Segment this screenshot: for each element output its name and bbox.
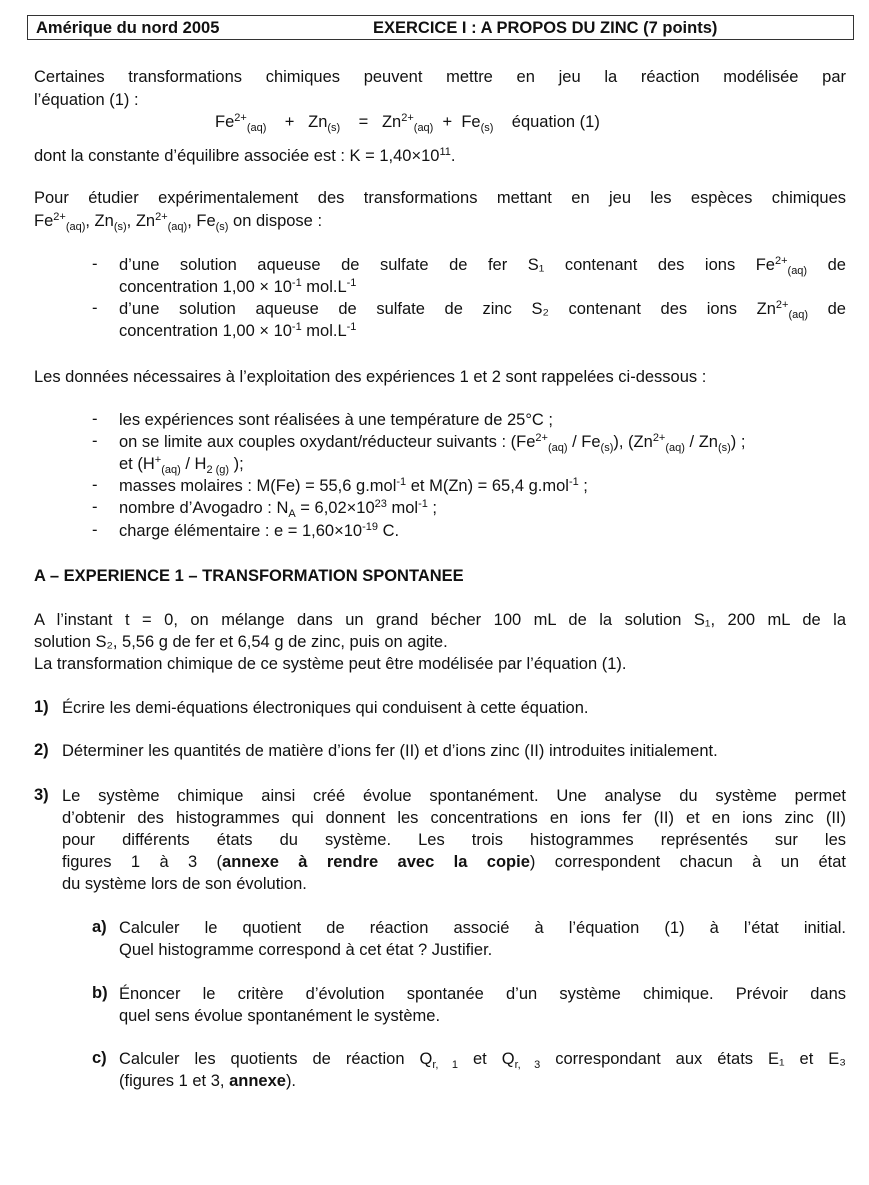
question-3-number: 3) xyxy=(34,786,49,804)
question-3b-line-1: Énoncer le critère d’évolution spontanée d’un système chimique. Prévoir dans xyxy=(119,985,846,1003)
question-3b-label: b) xyxy=(92,984,108,1002)
question-3c-line-2: (figures 1 et 3, annexe). xyxy=(119,1072,297,1090)
list-dash: - xyxy=(92,432,98,450)
exercise-header xyxy=(27,15,854,40)
equation-label: équation (1) xyxy=(511,113,600,131)
equation-1: $Fe^{2+}_{(aq)}$ + $Zn_{(s)}$ = $Zn^{2+}_{(aq)} + Fe_{(s)}$ équation (1) xyxy=(215,112,600,134)
exam-source: Amérique du nord 2005 xyxy=(36,19,220,37)
solution-s2-concentration: concentration $1,00 \times 10^{-1}$ $mol.L^{-1}$ xyxy=(119,321,357,340)
section-a-p3: La transformation chimique de ce système peut être modélisée par l’équation (1). xyxy=(34,655,627,673)
list-dash: - xyxy=(92,498,98,516)
solution-s1-concentration: concentration $1,00 \times 10^{-1}$ $mol.L^{-1}$ xyxy=(119,277,357,296)
intro-line-2: l’équation (1) : xyxy=(34,91,139,109)
solution-s2-line-1: d’une solution aqueuse de sulfate de zinc S₂ contenant des ions $Zn^{2+}_{(aq)}$ de xyxy=(119,299,846,321)
section-a-title: A – EXPERIENCE 1 – TRANSFORMATION SPONTANEE xyxy=(34,567,464,585)
data-elementary-charge: charge élémentaire : $e = 1,60\times 10^{-19}$ C. xyxy=(119,521,400,540)
section-a-p1: A l’instant t = 0, on mélange dans un grand bécher 100 mL de la solution S₁, 200 mL de la xyxy=(34,611,846,629)
study-line-2: $Fe^{2+}_{(aq)}$, $Zn_{(s)}$, $Zn^{2+}_{(aq)}$, $Fe_{(s)}$ on dispose : xyxy=(34,211,323,233)
question-3a-line-2: Quel histogramme correspond à cet état ? Justifier. xyxy=(119,941,493,959)
intro-line-1: Certaines transformations chimiques peuvent mettre en jeu la réaction modélisée par xyxy=(34,68,846,86)
question-3c-label: c) xyxy=(92,1049,107,1067)
question-3-line-5: du système lors de son évolution. xyxy=(62,875,307,893)
question-3-line-4: figures 1 à 3 (annexe à rendre avec la copie) correspondent chacun à un état xyxy=(62,853,846,871)
list-dash: - xyxy=(92,255,98,273)
data-avogadro: nombre d’Avogadro : $N_A = 6,02\times 10^{23}$ mol$^{-1}$ ; xyxy=(119,498,438,520)
data-couples-h: et ($H^+_{(aq)} / H_{2 (g)}$ ); xyxy=(119,454,244,476)
list-dash: - xyxy=(92,476,98,494)
data-temperature: les expériences sont réalisées à une température de 25°C ; xyxy=(119,411,554,429)
question-3b-line-2: quel sens évolue spontanément le système. xyxy=(119,1007,441,1025)
question-2: Déterminer les quantités de matière d’ions fer (II) et d’ions zinc (II) introduites initialement. xyxy=(62,742,718,760)
study-line-1: Pour étudier expérimentalement des transformations mettant en jeu les espèces chimiques xyxy=(34,189,846,207)
question-1-number: 1) xyxy=(34,698,49,716)
question-3a-label: a) xyxy=(92,918,107,936)
list-dash: - xyxy=(92,410,98,428)
list-dash: - xyxy=(92,521,98,539)
data-molar-masses: masses molaires : M(Fe) = 55,6 g.mol$^{-1}$ et M(Zn) = 65,4 g.mol$^{-1}$ ; xyxy=(119,476,588,495)
exercise-title: EXERCICE I : A PROPOS DU ZINC (7 points) xyxy=(373,19,718,37)
solution-s1-line-1: d’une solution aqueuse de sulfate de fer S₁ contenant des ions $Fe^{2+}_{(aq)}$ de xyxy=(119,255,846,277)
equilibrium-constant: dont la constante d’équilibre associée est : $K = 1,40\times 10^{11}$. xyxy=(34,146,456,165)
question-3-line-1: Le système chimique ainsi créé évolue spontanément. Une analyse du système permet xyxy=(62,787,846,805)
question-3a-line-1: Calculer le quotient de réaction associé à l’équation (1) à l’état initial. xyxy=(119,919,846,937)
question-2-number: 2) xyxy=(34,741,49,759)
list-dash: - xyxy=(92,299,98,317)
section-a-p2: solution S₂, 5,56 g de fer et 6,54 g de zinc, puis on agite. xyxy=(34,633,448,651)
question-1: Écrire les demi-équations électroniques qui conduisent à cette équation. xyxy=(62,699,589,717)
data-intro: Les données nécessaires à l’exploitation des expériences 1 et 2 sont rappelées ci-dessous : xyxy=(34,368,707,386)
data-couples: on se limite aux couples oxydant/réducteur suivants : $(Fe^{2+}_{(aq)} / Fe_{(s)})$, $(Zn^{2+}_{(aq)} / Zn_{(s)})$ ; xyxy=(119,432,746,454)
question-3c-line-1: Calculer les quotients de réaction $Q_{r, 1}$ et $Q_{r, 3}$ correspondant aux états E₁ et E₃ xyxy=(119,1050,846,1071)
question-3-line-3: pour différents états du système. Les trois histogrammes représentés sur les xyxy=(62,831,846,849)
question-3-line-2: d’obtenir des histogrammes qui donnent les concentrations en ions fer (II) et en ions zinc (II) xyxy=(62,809,846,827)
